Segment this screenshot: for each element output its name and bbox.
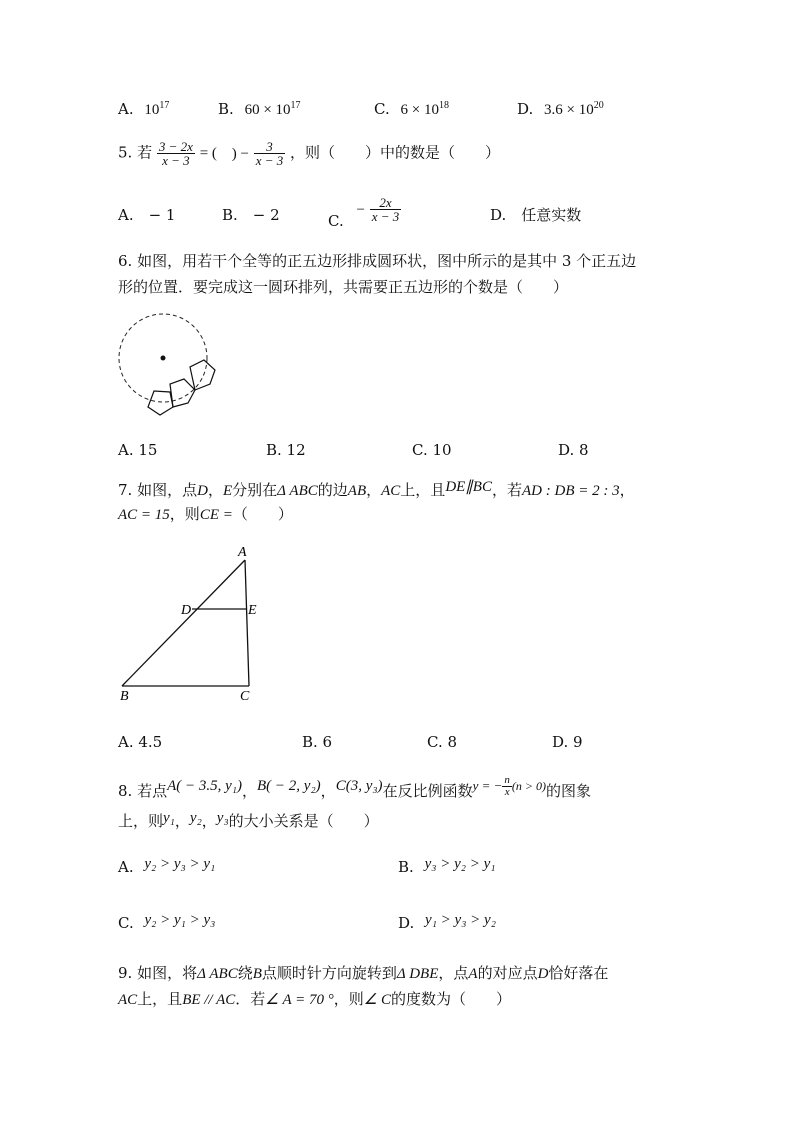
pentagon-3 bbox=[190, 360, 215, 390]
q8-option-a: A. y₂ > y₃ > y₁ bbox=[118, 856, 216, 876]
q7-stem-line1: 7. 如图，点D，E分别在Δ ABC的边AB，AC上，且DE∥BC，若AD : DB = 2 : 3， bbox=[118, 479, 635, 499]
side-ac bbox=[245, 560, 249, 686]
q5-option-d: D. 任意实数 bbox=[490, 206, 582, 224]
q7-option-c: C. 8 bbox=[427, 733, 458, 751]
q5-option-c: C. − $\frac{2x}{x - 3}$ bbox=[328, 195, 400, 230]
q5-option-a: A. − 1 bbox=[118, 206, 176, 224]
q8-option-d: D. y₁ > y₃ > y₂ bbox=[398, 912, 496, 932]
q6-option-d: D. 8 bbox=[558, 441, 589, 459]
side-ab bbox=[122, 560, 245, 686]
ring-center-dot bbox=[161, 356, 166, 361]
q4-option-a: A. $10^{17}$ bbox=[118, 100, 170, 118]
q8-option-c: C. y₂ > y₁ > y₃ bbox=[118, 912, 216, 932]
q6-option-a: A. 15 bbox=[118, 441, 158, 459]
q9-stem-line2: AC上，且BE // AC．若∠ A = 70 °，则∠ C的度数为（ ） bbox=[118, 990, 511, 1008]
q4-option-c: C. $6 \times 10^{18}$ bbox=[374, 100, 449, 118]
q7-option-b: B. 6 bbox=[302, 733, 333, 751]
q9-stem-line1: 9. 如图，将Δ ABC绕B点顺时针方向旋转到Δ DBE，点A的对应点D恰好落在 bbox=[118, 964, 609, 982]
q6-option-c: C. 10 bbox=[412, 441, 452, 459]
q4-option-d: D. $3.6 \times 10^{20}$ bbox=[517, 100, 604, 118]
q6-pentagon-ring-figure bbox=[110, 312, 230, 422]
q6-stem-line1: 6. 如图，用若干个全等的正五边形排成圆环状，图中所示的是其中 3 个正五边 bbox=[118, 252, 637, 270]
q8-option-b: B. y₃ > y₂ > y₁ bbox=[398, 856, 496, 876]
q8-stem-line2: 上，则y₁，y₂，y₃的大小关系是（ ） bbox=[118, 810, 379, 830]
q7-option-a: A. 4.5 bbox=[118, 733, 163, 751]
q5-stem: 5. 若 $\frac{3 - 2x}{x - 3}$ = ( ) − $\frac{3}{x - 3}$ ，则（ ）中的数是（ ） bbox=[118, 139, 501, 168]
label-a: A bbox=[238, 545, 247, 560]
label-b: B bbox=[120, 689, 129, 704]
q7-stem-line2: AC = 15，则CE =（ ） bbox=[118, 505, 293, 523]
q5-option-c-fraction: $\frac{2x}{x - 3}$ bbox=[371, 195, 400, 224]
q8-stem-line1: 8. 若点A( − 3.5, y₁)，B( − 2, y₂)，C(3, y₃)在反比例函数y = − $\frac{n}{x}$ $^{(n > 0)}$的图象 bbox=[118, 773, 592, 800]
label-c: C bbox=[240, 689, 250, 704]
q6-option-b: B. 12 bbox=[266, 441, 306, 459]
q5-rhs-fraction: $\frac{3}{x - 3}$ bbox=[255, 139, 284, 168]
q5-option-b: B. − 2 bbox=[222, 206, 280, 224]
q7-triangle-figure bbox=[112, 542, 272, 704]
pentagon-2 bbox=[170, 379, 195, 407]
q5-lhs-fraction: $\frac{3 - 2x}{x - 3}$ bbox=[158, 139, 193, 168]
q7-option-d: D. 9 bbox=[552, 733, 583, 751]
pentagon-1 bbox=[148, 391, 173, 415]
label-d: D bbox=[181, 603, 192, 618]
q8-function-fraction: $\frac{n}{x}$ bbox=[504, 773, 510, 798]
q4-option-b: B. $60 \times 10^{17}$ bbox=[218, 100, 301, 118]
label-e: E bbox=[248, 603, 257, 618]
q6-stem-line2: 形的位置．要完成这一圆环排列，共需要正五边形的个数是（ ） bbox=[118, 278, 569, 296]
